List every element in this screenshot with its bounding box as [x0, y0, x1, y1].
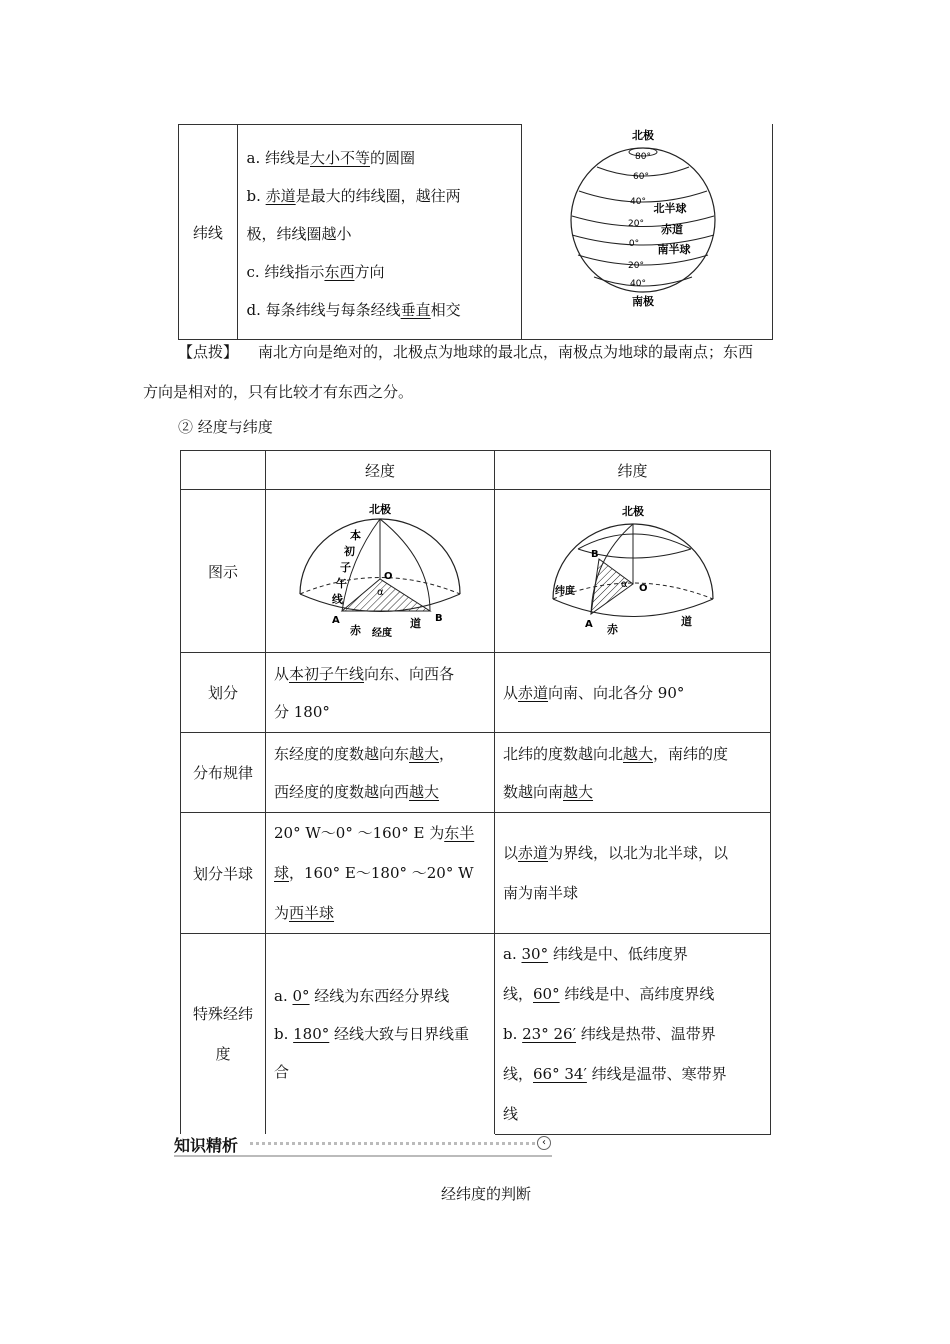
rule-latitude: 北纬的度数越向北越大，南纬的度 数越向南越大	[495, 733, 771, 813]
header-empty	[181, 451, 266, 490]
division-latitude: 从赤道向南、向北各分 90°	[495, 653, 771, 733]
latitude-label: 纬线	[192, 223, 223, 242]
lng-fig-a: A	[332, 615, 340, 626]
lat-fig-dao: 道	[680, 615, 692, 628]
lat-fig-o: O	[638, 583, 648, 594]
lng-fig-jingdu: 经度	[372, 628, 392, 639]
globe-north-label: 北极	[632, 129, 654, 142]
north-hemisphere-label: 北半球	[653, 202, 687, 215]
longitude-diagram	[280, 499, 480, 639]
special-longitude: a. 0° 经线为东西经分界线 b. 180° 经线大致与日界线重 合	[266, 934, 495, 1135]
lng-fig-chi: 赤	[350, 624, 361, 637]
latitude-diagram	[533, 499, 733, 639]
lng-fig-meridian-4: 午	[336, 577, 347, 590]
header-longitude: 经度	[266, 451, 495, 490]
lat-20s-label: 20°	[628, 261, 644, 271]
bottom-title: 经纬度的判断	[441, 1185, 532, 1203]
tip-line-2: 方向是相对的，只有比较才有东西之分。	[143, 383, 414, 401]
lng-fig-dao: 道	[410, 617, 421, 630]
lat-item-c: c. 纬线指示东西方向	[246, 262, 385, 281]
knowledge-heading: 知识精析	[174, 1136, 239, 1155]
figure-row-label: 图示	[181, 490, 266, 653]
chevron-left-icon[interactable]: ‹	[537, 1136, 551, 1150]
latitude-text-cell	[237, 125, 521, 340]
south-hemisphere-label: 南半球	[657, 243, 691, 256]
lat-fig-a: A	[584, 619, 593, 630]
longitude-figure-cell	[266, 490, 495, 653]
section-title: ② 经度与纬度	[178, 418, 273, 436]
lat-fig-b: B	[590, 549, 599, 560]
lat-item-d: d. 每条纬线与每条经线垂直相交	[246, 300, 461, 319]
knowledge-dots	[250, 1142, 535, 1145]
lat-item-a: a. 纬线是大小不等的圆圈	[246, 148, 416, 167]
lng-fig-o: O	[384, 571, 393, 582]
lat-40s-label: 40°	[630, 279, 646, 289]
hemisphere-label: 划分半球	[181, 813, 266, 934]
knowledge-underline	[174, 1155, 552, 1157]
lat-80-label: 80°	[635, 152, 651, 162]
lat-60-label: 60°	[633, 172, 649, 182]
header-latitude: 纬度	[495, 451, 771, 490]
lng-fig-b: B	[435, 613, 443, 624]
lat-item-b-cont: 极，纬线圈越小	[246, 224, 352, 243]
lat-item-b: b. 赤道是最大的纬线圈，越往两	[246, 186, 461, 205]
rule-longitude: 东经度的度数越向东越大， 西经度的度数越向西越大	[266, 733, 495, 813]
lng-fig-north: 北极	[369, 503, 391, 516]
lat-20n-label: 20°	[628, 219, 644, 229]
special-label: 特殊经纬 度	[181, 934, 266, 1135]
lat-fig-weidu: 纬度	[554, 586, 575, 597]
globe-latitude-diagram	[522, 125, 772, 335]
lat-fig-chi: 赤	[606, 623, 618, 636]
lng-fig-meridian-2: 初	[344, 545, 355, 558]
tip-label: 【点拨】	[178, 343, 239, 361]
rule-label: 分布规律	[181, 733, 266, 813]
globe-figure-cell	[522, 125, 773, 340]
globe-south-label: 南极	[632, 295, 654, 308]
lng-fig-meridian-3: 子	[340, 561, 351, 574]
special-latitude: a. 30° 纬线是中、低纬度界 线，60° 纬线是中、高纬度界线 b. 23° 26′ 纬线是热带、温带界 线，66° 34′ 纬线是温带、寒带界 线	[495, 934, 771, 1135]
division-label: 划分	[181, 653, 266, 733]
hemisphere-latitude: 以赤道为界线，以北为北半球，以 南为南半球	[495, 813, 771, 934]
latitude-table	[178, 124, 773, 340]
lng-lat-table	[180, 450, 771, 1135]
equator-label: 赤道	[661, 223, 683, 236]
lat-40n-label: 40°	[630, 197, 646, 207]
lat-fig-north: 北极	[621, 505, 644, 518]
latitude-label-cell	[179, 125, 238, 340]
lng-fig-meridian-5: 线	[332, 593, 343, 606]
hemisphere-longitude: 20° W～0° ～160° E 为东半 球，160° E～180° ～20° W 为西半球	[266, 813, 495, 934]
lng-fig-meridian-1: 本	[350, 529, 361, 542]
tip-line-1: 【点拨】 南北方向是绝对的，北极点为地球的最北点，南极点为地球的最南点；东西	[178, 343, 754, 361]
division-longitude: 从本初子午线向东、向西各 分 180°	[266, 653, 495, 733]
latitude-figure-cell	[495, 490, 771, 653]
lat-fig-alpha: α	[620, 579, 628, 590]
lng-fig-alpha: α	[377, 587, 384, 598]
lat-0-label: 0°	[628, 239, 640, 249]
